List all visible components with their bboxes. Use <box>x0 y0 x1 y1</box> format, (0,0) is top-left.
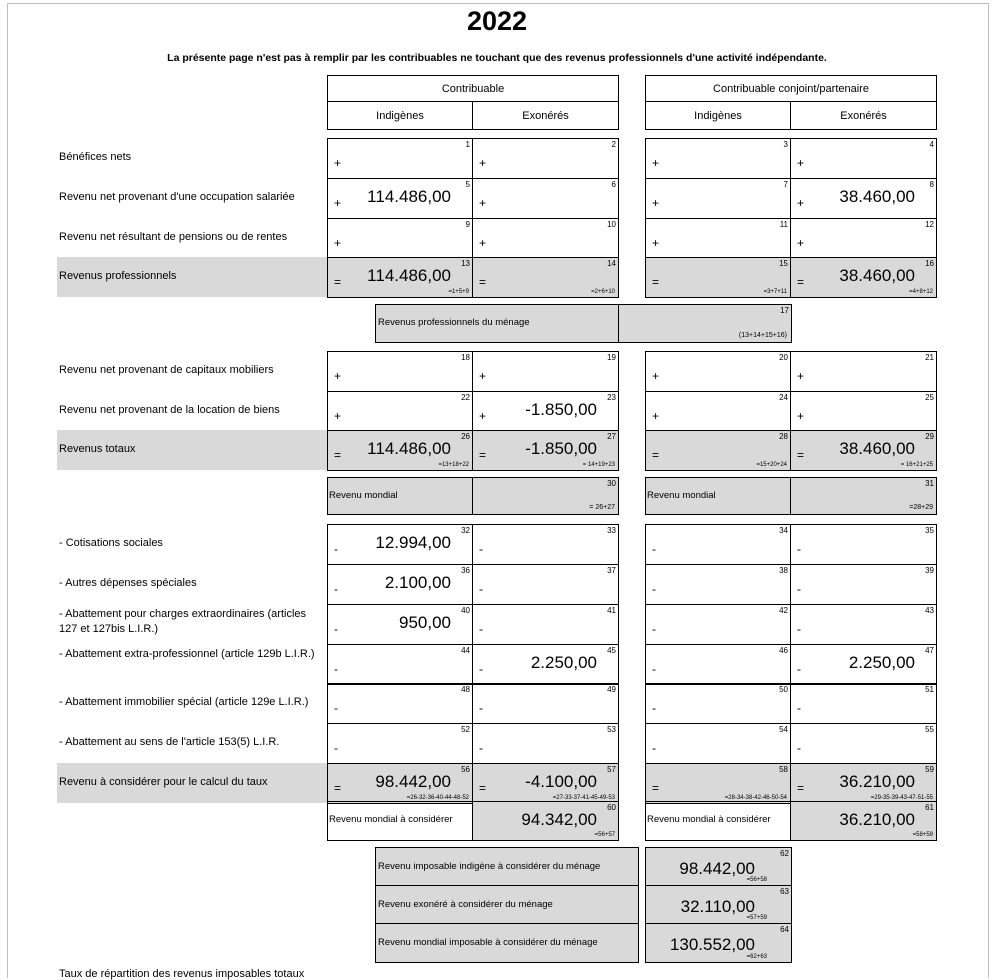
cell-formula: = 14+19+23 <box>582 462 615 468</box>
cell-value: 98.442,00 <box>679 859 755 878</box>
income-cell[interactable] <box>472 683 619 724</box>
cell-number: 36 <box>461 566 470 575</box>
cell-value: 2.100,00 <box>384 573 451 592</box>
cell-number: 23 <box>607 393 616 402</box>
cell-number: 53 <box>607 725 616 734</box>
income-cell[interactable] <box>645 391 791 432</box>
cell-operator: + <box>797 196 805 210</box>
cell-operator: + <box>652 409 660 423</box>
cell-operator: = <box>797 275 805 289</box>
cell-number: 50 <box>779 685 788 694</box>
cell-number: 57 <box>607 765 616 774</box>
cell-number: 35 <box>925 526 934 535</box>
cell-operator: + <box>652 369 660 383</box>
income-cell[interactable] <box>327 604 473 645</box>
cell-value: 38.460,00 <box>839 266 915 285</box>
income-cell[interactable] <box>790 178 937 219</box>
cell-value: 2.250,00 <box>530 653 597 672</box>
cell-value: 32.110,00 <box>680 897 755 916</box>
notice-text: La présente page n'est pas à remplir par les contribuables ne touchant que des revenus professionnels d'une activité indépendante. <box>167 52 827 64</box>
cell-operator: - <box>334 741 338 755</box>
cell-operator: - <box>652 622 656 636</box>
header-partner-indigenous: Indigènes <box>645 101 791 130</box>
cell-number: 59 <box>925 765 934 774</box>
cell-operator: - <box>797 542 801 556</box>
cell-number: 42 <box>779 606 788 615</box>
income-cell[interactable] <box>472 351 619 392</box>
cell-number: 46 <box>779 646 788 655</box>
cell-number: 13 <box>461 259 470 268</box>
income-cell[interactable] <box>327 644 473 685</box>
row-label: - Abattement pour charges extraordinaires (articles 127 et 127bis L.I.R.) <box>59 608 307 635</box>
cell-number: 54 <box>779 725 788 734</box>
cell-number: 47 <box>925 646 934 655</box>
row-label: Revenus totaux <box>59 443 136 455</box>
world-income-considered-taxpayer-label: Revenu mondial à considérer <box>329 814 453 825</box>
income-cell[interactable] <box>472 178 619 219</box>
row-label: Revenu net provenant de capitaux mobiliers <box>59 364 274 376</box>
cell-number: 43 <box>925 606 934 615</box>
cell-operator: + <box>797 156 805 170</box>
income-cell[interactable] <box>645 351 791 392</box>
cell-value: 114.486,00 <box>367 266 451 285</box>
cell-number: 8 <box>929 180 934 189</box>
income-cell[interactable] <box>472 763 619 804</box>
cell-formula: =15+20+24 <box>756 462 787 468</box>
cell-value: -1.850,00 <box>525 400 597 419</box>
cell-number: 2 <box>611 140 616 149</box>
row-label: - Autres dépenses spéciales <box>59 577 197 589</box>
row-label: Bénéfices nets <box>59 151 132 163</box>
cell-operator: - <box>479 701 483 715</box>
household-professional-label: Revenus professionnels du ménage <box>378 317 530 328</box>
cell-formula: =56+58 <box>746 877 767 883</box>
cell-formula: =28+29 <box>909 504 933 511</box>
cell-number: 49 <box>607 685 616 694</box>
header-partner-exempt: Exonérés <box>790 101 937 130</box>
cell-operator: = <box>334 275 342 289</box>
cell-formula: =62+63 <box>746 954 767 960</box>
household-total-label-cell <box>375 923 639 963</box>
cell-operator: = <box>334 448 342 462</box>
cell-formula: =1+5+9 <box>448 289 469 295</box>
income-cell[interactable] <box>790 351 937 392</box>
cell-operator: + <box>479 196 487 210</box>
cell-operator: + <box>479 369 487 383</box>
cell-number: 11 <box>779 220 788 229</box>
cell-number: 38 <box>779 566 788 575</box>
household-total-label: Revenu imposable indigène à considérer du ménage <box>378 861 601 872</box>
cell-operator: - <box>334 701 338 715</box>
cell-number: 39 <box>925 566 934 575</box>
cell-number: 18 <box>461 353 470 362</box>
cell-number: 3 <box>783 140 788 149</box>
cell-number: 1 <box>465 140 470 149</box>
income-cell[interactable] <box>645 604 791 645</box>
cell-operator: - <box>479 582 483 596</box>
income-cell[interactable] <box>327 218 473 259</box>
cell-number: 55 <box>925 725 934 734</box>
income-cell[interactable] <box>790 683 937 724</box>
header-taxpayer-indigenous: Indigènes <box>327 101 473 130</box>
income-cell[interactable] <box>327 178 473 219</box>
household-total-label-cell <box>375 885 639 924</box>
income-cell[interactable] <box>790 564 937 605</box>
cell-number: 40 <box>461 606 470 615</box>
income-cell[interactable] <box>645 524 791 565</box>
cell-number: 16 <box>925 259 934 268</box>
cell-formula: =13+18+22 <box>438 462 469 468</box>
cell-operator: - <box>334 542 338 556</box>
cell-value: -4.100,00 <box>525 772 597 791</box>
cell-operator: - <box>652 542 656 556</box>
world-income-considered-taxpayer-value-cell[interactable] <box>472 801 619 841</box>
cell-value: 114.486,00 <box>367 187 451 206</box>
cell-number: 6 <box>611 180 616 189</box>
row-label: Revenu à considérer pour le calcul du taux <box>59 776 268 788</box>
cell-value: 12.994,00 <box>375 533 451 552</box>
cell-formula: =4+8+12 <box>909 289 933 295</box>
income-cell[interactable] <box>790 524 937 565</box>
household-professional-value-cell[interactable] <box>618 304 792 343</box>
cell-number: 34 <box>779 526 788 535</box>
world-income-taxpayer-label-cell <box>327 477 473 515</box>
cell-operator: - <box>334 622 338 636</box>
household-total-value-cell[interactable] <box>645 885 792 924</box>
income-cell[interactable] <box>327 683 473 724</box>
cell-value: 2.250,00 <box>848 653 915 672</box>
cell-number: 33 <box>607 526 616 535</box>
cell-number: 60 <box>607 803 616 812</box>
cell-number: 26 <box>461 432 470 441</box>
cell-formula: = 26+27 <box>589 504 615 511</box>
cell-operator: + <box>334 236 342 250</box>
cell-number: 41 <box>607 606 616 615</box>
cell-operator: - <box>652 582 656 596</box>
header-taxpayer-exempt: Exonérés <box>472 101 619 130</box>
cell-operator: - <box>797 741 801 755</box>
cell-operator: - <box>479 662 483 676</box>
cell-operator: + <box>334 409 342 423</box>
cell-number: 20 <box>779 353 788 362</box>
income-cell[interactable] <box>472 564 619 605</box>
cell-operator: - <box>652 701 656 715</box>
cell-operator: - <box>797 701 801 715</box>
cell-number: 5 <box>465 180 470 189</box>
cell-operator: = <box>652 275 660 289</box>
income-cell[interactable] <box>645 763 791 804</box>
cell-value: 98.442,00 <box>375 772 451 791</box>
cell-number: 14 <box>607 259 616 268</box>
cell-operator: + <box>479 236 487 250</box>
cell-number: 4 <box>929 140 934 149</box>
income-cell[interactable] <box>645 564 791 605</box>
world-income-taxpayer-value-cell[interactable] <box>472 477 619 515</box>
cell-operator: = <box>334 781 342 795</box>
cell-number: 32 <box>461 526 470 535</box>
cell-formula: =2+6+10 <box>591 289 615 295</box>
cell-number: 10 <box>607 220 616 229</box>
cell-operator: - <box>479 741 483 755</box>
cell-number: 37 <box>607 566 616 575</box>
income-cell[interactable] <box>327 430 473 471</box>
cell-formula: =27-33-37-41-45-49-53 <box>552 795 615 801</box>
income-cell[interactable] <box>790 257 937 298</box>
cell-operator: - <box>479 622 483 636</box>
household-total-label-cell <box>375 847 639 886</box>
income-cell[interactable] <box>472 604 619 645</box>
income-cell[interactable] <box>327 723 473 764</box>
income-cell[interactable] <box>790 604 937 645</box>
income-cell[interactable] <box>327 257 473 298</box>
income-cell[interactable] <box>645 430 791 471</box>
cell-number: 25 <box>925 393 934 402</box>
cell-number: 27 <box>607 432 616 441</box>
cell-number: 51 <box>925 685 934 694</box>
cell-number: 62 <box>780 849 789 858</box>
household-total-label: Revenu exonéré à considérer du ménage <box>378 899 553 910</box>
cell-number: 28 <box>779 432 788 441</box>
cell-number: 29 <box>925 432 934 441</box>
cell-number: 9 <box>465 220 470 229</box>
income-cell[interactable] <box>790 644 937 685</box>
cell-operator: + <box>652 236 660 250</box>
income-cell[interactable] <box>472 257 619 298</box>
cell-formula: =26-32-36-40-44-48-52 <box>406 795 469 801</box>
cell-value: 36.210,00 <box>839 810 915 829</box>
cut-off-text: Taux de répartition des revenus imposables totaux <box>59 968 305 980</box>
cell-operator: - <box>797 662 801 676</box>
cell-value: 114.486,00 <box>367 439 451 458</box>
cell-formula: =28-34-38-42-46-50-54 <box>724 795 787 801</box>
income-cell[interactable] <box>790 763 937 804</box>
income-cell[interactable] <box>645 723 791 764</box>
world-income-partner-label: Revenu mondial <box>647 490 716 501</box>
cell-value: -1.850,00 <box>525 439 597 458</box>
household-total-value-cell[interactable] <box>645 847 792 886</box>
income-cell[interactable] <box>472 391 619 432</box>
cell-operator: + <box>797 369 805 383</box>
income-cell[interactable] <box>790 391 937 432</box>
income-cell[interactable] <box>472 723 619 764</box>
cell-operator: - <box>334 582 338 596</box>
row-label: Revenu net résultant de pensions ou de rentes <box>59 231 288 243</box>
cell-number: 61 <box>925 803 934 812</box>
income-cell[interactable] <box>472 430 619 471</box>
household-total-label: Revenu mondial imposable à considérer du ménage <box>378 937 598 948</box>
cell-operator: + <box>479 409 487 423</box>
cell-number: 63 <box>780 887 789 896</box>
income-cell[interactable] <box>645 218 791 259</box>
income-cell[interactable] <box>327 763 473 804</box>
cell-number: 58 <box>779 765 788 774</box>
cell-value: 38.460,00 <box>839 439 915 458</box>
cell-operator: + <box>797 236 805 250</box>
cell-operator: + <box>334 156 342 170</box>
cell-number: 52 <box>461 725 470 734</box>
cell-operator: + <box>652 156 660 170</box>
income-cell[interactable] <box>790 430 937 471</box>
cell-formula: (13+14+15+16) <box>738 332 787 339</box>
cell-operator: + <box>797 409 805 423</box>
cell-number: 48 <box>461 685 470 694</box>
cell-operator: = <box>652 448 660 462</box>
row-label: Revenus professionnels <box>59 270 177 282</box>
cell-operator: = <box>479 781 487 795</box>
cell-number: 15 <box>779 259 788 268</box>
cell-operator: = <box>479 275 487 289</box>
cell-formula: =56+57 <box>594 832 615 838</box>
income-cell[interactable] <box>790 218 937 259</box>
cell-operator: - <box>479 542 483 556</box>
row-label: Revenu net provenant d'une occupation salariée <box>59 191 295 203</box>
income-cell[interactable] <box>327 391 473 432</box>
cell-number: 45 <box>607 646 616 655</box>
income-cell[interactable] <box>645 257 791 298</box>
cell-operator: + <box>652 196 660 210</box>
cell-operator: - <box>334 662 338 676</box>
income-cell[interactable] <box>645 683 791 724</box>
cell-number: 17 <box>780 306 789 315</box>
cell-number: 19 <box>607 353 616 362</box>
cell-number: 12 <box>925 220 934 229</box>
cell-operator: - <box>652 662 656 676</box>
cell-number: 44 <box>461 646 470 655</box>
cell-number: 24 <box>779 393 788 402</box>
world-income-considered-partner-label: Revenu mondial à considérer <box>647 814 771 825</box>
household-total-value-cell[interactable] <box>645 923 792 963</box>
income-cell[interactable] <box>327 138 473 179</box>
cell-operator: = <box>797 448 805 462</box>
world-income-considered-taxpayer-label-cell <box>327 801 473 841</box>
cell-formula: = 16+21+25 <box>900 462 933 468</box>
cell-value: 94.342,00 <box>521 810 597 829</box>
cell-value: 130.552,00 <box>669 935 755 954</box>
income-cell[interactable] <box>472 644 619 685</box>
household-professional-label-cell <box>375 304 619 343</box>
header-taxpayer: Contribuable <box>327 75 619 102</box>
cell-value: 36.210,00 <box>839 772 915 791</box>
cell-number: 31 <box>925 479 934 488</box>
income-cell[interactable] <box>472 138 619 179</box>
cell-operator: = <box>479 448 487 462</box>
cell-number: 7 <box>783 180 788 189</box>
cell-formula: =3+7+11 <box>763 289 787 295</box>
cell-number: 64 <box>780 925 789 934</box>
row-label: - Cotisations sociales <box>59 537 163 549</box>
cell-operator: = <box>652 781 660 795</box>
income-cell[interactable] <box>472 524 619 565</box>
cell-operator: - <box>797 582 801 596</box>
cell-number: 21 <box>925 353 934 362</box>
row-label: Revenu net provenant de la location de biens <box>59 404 280 416</box>
income-cell[interactable] <box>645 644 791 685</box>
world-income-considered-partner-value-cell[interactable] <box>790 801 937 841</box>
cell-operator: = <box>797 781 805 795</box>
cell-formula: =29-35-39-43-47-51-55 <box>870 795 933 801</box>
row-label: - Abattement immobilier spécial (article 129e L.I.R.) <box>59 696 309 708</box>
cell-operator: - <box>652 741 656 755</box>
world-income-partner-label-cell <box>645 477 791 515</box>
page-title: 2022 <box>466 6 528 36</box>
cell-formula: =58+59 <box>912 832 933 838</box>
cell-operator: + <box>334 369 342 383</box>
cell-operator: + <box>479 156 487 170</box>
income-cell[interactable] <box>790 723 937 764</box>
cell-operator: - <box>797 622 801 636</box>
cell-number: 30 <box>607 479 616 488</box>
header-partner: Contribuable conjoint/partenaire <box>645 75 937 102</box>
income-cell[interactable] <box>327 564 473 605</box>
income-cell[interactable] <box>327 524 473 565</box>
cell-value: 950,00 <box>399 613 451 632</box>
income-cell[interactable] <box>472 218 619 259</box>
income-cell[interactable] <box>327 351 473 392</box>
income-cell[interactable] <box>790 138 937 179</box>
cell-number: 56 <box>461 765 470 774</box>
row-label: - Abattement au sens de l'article 153(5) L.I.R. <box>59 736 280 748</box>
cell-value: 38.460,00 <box>839 187 915 206</box>
cell-number: 22 <box>461 393 470 402</box>
income-cell[interactable] <box>645 138 791 179</box>
world-income-considered-partner-label-cell <box>645 801 791 841</box>
world-income-partner-value-cell[interactable] <box>790 477 937 515</box>
income-cell[interactable] <box>645 178 791 219</box>
row-label: - Abattement extra-professionnel (article 129b L.I.R.) <box>59 648 315 660</box>
cell-operator: + <box>334 196 342 210</box>
world-income-taxpayer-label: Revenu mondial <box>329 490 398 501</box>
cell-formula: =57+59 <box>746 915 767 921</box>
